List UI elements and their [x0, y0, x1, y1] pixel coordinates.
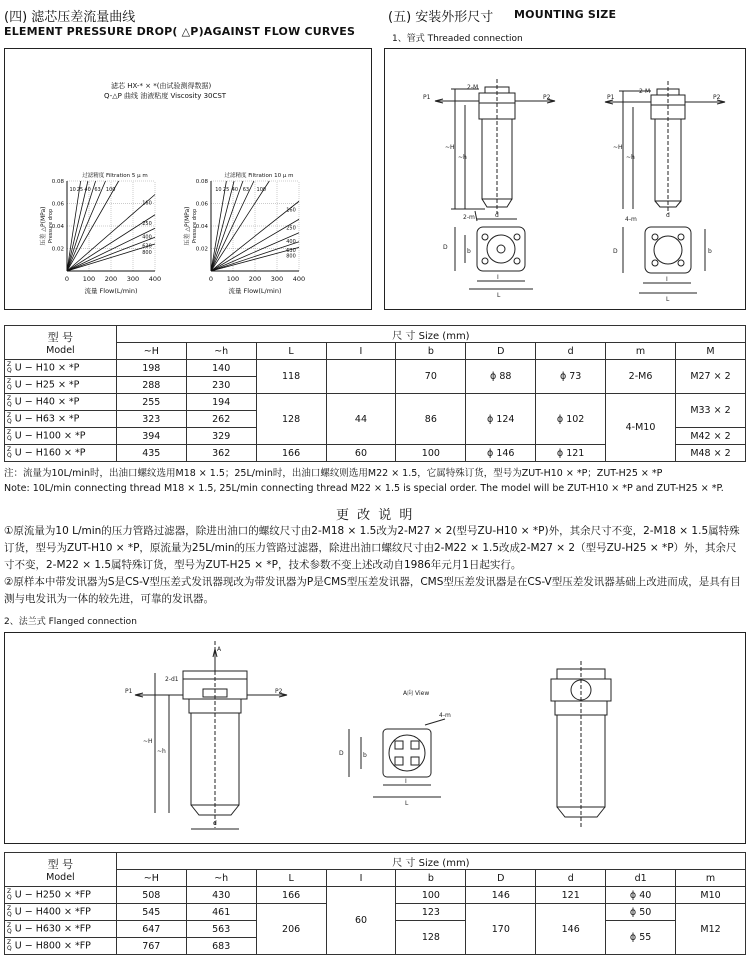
x-axis-label: 流量 Flow(L/min): [228, 287, 282, 295]
table2-col-D: D: [466, 870, 536, 887]
note-en: Note: 10L/min connecting thread M18 × 1.5, 25L/min connecting thread M22 × 1.5 is special order. The model will be ZUT-H10 × *P and ZUT-H25 × *P.: [4, 483, 724, 494]
threaded-bottom-view-1: [455, 227, 533, 289]
series-label-100: 100: [105, 187, 116, 193]
threaded-h-label-2: ~h: [626, 154, 635, 161]
flanged-side-view: [135, 641, 287, 829]
x-tick-label: 200: [248, 275, 262, 283]
y-tick-label: 0.06: [195, 201, 208, 208]
flanged-size-table: [4, 852, 746, 955]
threaded-d-label: d: [495, 212, 499, 219]
flanged-D-label: D: [339, 750, 344, 757]
flanged-b-label: b: [363, 752, 367, 759]
y-tick-label: 0.02: [51, 246, 64, 253]
series-label-160: 160: [286, 207, 296, 214]
y-tick-label: 0.06: [51, 201, 64, 208]
table-row: Z Q U − H63 × *P 323 262: [5, 411, 746, 428]
table-row: Z Q U − H25 × *P 288 230: [5, 377, 746, 394]
y-axis-label-cn: 压差 △P(MPa): [40, 206, 47, 246]
flanged-d-label: d: [213, 820, 217, 827]
table1-col-d: d: [536, 343, 606, 360]
table2-col-H: ~H: [116, 870, 186, 887]
series-label-800: 800: [286, 253, 296, 260]
y-tick-label: 0.02: [195, 246, 208, 253]
flanged-drawing-panel: [4, 632, 746, 844]
threaded-D-label: D: [443, 244, 448, 251]
series-label-250: 250: [286, 225, 296, 232]
threaded-I-label-2: I: [666, 276, 668, 283]
series-label-40: 40: [84, 187, 91, 193]
table-row: Z Q U − H40 × *P 255 194 128 44 86 ϕ 124 ϕ 102 4-M10 M33 × 2: [5, 394, 746, 411]
threaded-side-view-2: [605, 81, 725, 214]
table1-col-m: m: [606, 343, 676, 360]
table1-col-I: I: [326, 343, 396, 360]
table-row: Z Q U − H400 × *FP 545 461 206 123 170 146 ϕ 50 M12: [5, 904, 746, 921]
threaded-L-label: L: [497, 292, 501, 299]
x-tick-label: 400: [292, 275, 306, 283]
y-axis-label-en: Pressure drop: [192, 208, 198, 244]
table2-col-d: d: [536, 870, 606, 887]
series-label-25: 25: [76, 187, 84, 193]
table2-col-d1: d1: [606, 870, 676, 887]
threaded-H-label-2: ~H: [613, 144, 623, 151]
threaded-b-label-2: b: [708, 248, 712, 255]
flanged-A-label: A: [217, 646, 222, 653]
table1-col-L: L: [256, 343, 326, 360]
flanged-4m-label: 4-m: [439, 712, 451, 719]
x-tick-label: 100: [226, 275, 240, 283]
series-label-63: 63: [94, 187, 101, 193]
table-row: Z Q U − H10 × *P 198 140 118 70 ϕ 88 ϕ 73 2-M6 M27 × 2: [5, 360, 746, 377]
series-label-25: 25: [222, 187, 230, 193]
flanged-I-label: I: [405, 778, 407, 785]
series-label-63: 63: [242, 187, 250, 193]
threaded-p1-label: P1: [423, 94, 431, 101]
chart-panel-title-1: 滤芯 HX-* × *(由试验测得数据): [111, 82, 212, 90]
y-axis-label-en: Pressure drop: [48, 208, 54, 244]
flanged-L-label: L: [405, 800, 409, 807]
threaded-L-label-2: L: [666, 296, 670, 303]
series-label-800: 800: [142, 250, 152, 256]
series-label-250: 250: [142, 220, 152, 227]
series-line-25: [67, 181, 91, 271]
table2-col-b: b: [396, 870, 466, 887]
threaded-D-label-2: D: [613, 248, 618, 255]
series-label-630: 630: [142, 243, 152, 250]
threaded-drawing: [385, 49, 745, 309]
flanged-front-view: [551, 661, 611, 828]
flanged-connection-label: 2、法兰式 Flanged connection: [4, 617, 137, 627]
changes-paragraph-2: ②原样本中带发讯器为S是CS-V型压差式发讯器现改为带发讯器为P是CMS型压差发讯器，CMS型压差发讯器是在CS-V型压差发讯器基础上改进而成，是具有目测与电发讯为一体的较先进，可靠的发讯器。: [4, 576, 741, 605]
y-tick-label: 0.08: [51, 179, 64, 185]
series-label-400: 400: [142, 234, 152, 241]
series-label-400: 400: [286, 238, 296, 245]
chart-1: [39, 171, 161, 295]
table-row: Z Q U − H160 × *P 435 362 166 60 100 ϕ 146 ϕ 121 M48 × 2: [5, 445, 746, 462]
series-label-100: 100: [256, 187, 267, 193]
heading-mounting-en: MOUNTING SIZE: [514, 8, 617, 21]
threaded-p2-label: P2: [543, 94, 551, 101]
flanged-p1-label: P1: [125, 688, 133, 695]
threaded-4m-label: 4-m: [625, 216, 637, 223]
threaded-2m-small-label: 2-m: [463, 214, 475, 221]
heading-mounting-cn: (五) 安装外形尺寸: [388, 10, 494, 25]
series-label-40: 40: [231, 187, 239, 193]
threaded-H-label: ~H: [445, 144, 455, 151]
chart-panel-title-2: Q-△P 曲线 油液粘度 Viscosity 30CST: [104, 92, 227, 100]
threaded-connection-label: 1、管式 Threaded connection: [392, 34, 523, 44]
x-tick-label: 100: [82, 275, 96, 283]
y-tick-label: 0.04: [51, 224, 64, 230]
threaded-bottom-view-2: [623, 227, 705, 293]
flanged-a-view-label: A向 View: [403, 690, 430, 697]
flanged-h-label: ~h: [157, 748, 166, 755]
table1-col-M: M: [675, 343, 745, 360]
flanged-2d1-label: 2-d1: [165, 676, 179, 683]
changes-title: 更 改 说 明: [336, 508, 415, 523]
series-label-160: 160: [142, 200, 152, 207]
threaded-drawing-panel: [384, 48, 746, 310]
table2-model-header: 型 号 Model: [5, 853, 117, 887]
x-tick-label: 0: [208, 275, 214, 283]
note-cn: 注：流量为10L/min时，出油口螺纹选用M18 × 1.5；25L/min时，出油口螺纹则选用M22 × 1.5，它属特殊订货，型号为ZUT-H10 × *P；ZUT-H25 × *P: [4, 468, 663, 479]
x-tick-label: 0: [64, 275, 70, 283]
table1-col-D: D: [466, 343, 536, 360]
chart-title: 过滤精度 Filtration 10 μ m: [224, 173, 294, 179]
flanged-drawing: [5, 633, 745, 843]
chart-2: [183, 171, 305, 295]
threaded-2m-label: 2-M: [467, 84, 479, 91]
pressure-drop-charts: [5, 49, 371, 309]
threaded-I-label: I: [497, 274, 499, 281]
y-tick-label: 0.04: [195, 224, 208, 230]
threaded-b-label: b: [467, 248, 471, 255]
table2-col-h: ~h: [186, 870, 256, 887]
x-tick-label: 300: [126, 275, 140, 283]
series-line-25: [211, 181, 234, 271]
threaded-size-table: [4, 325, 746, 462]
threaded-d-label-2: d: [666, 212, 670, 219]
table2-dims-title: 尺 寸 Size (mm): [116, 853, 745, 870]
table1-col-h: ~h: [186, 343, 256, 360]
table2-col-I: I: [326, 870, 396, 887]
table-row: Z Q U − H630 × *FP 647 563 128 ϕ 55: [5, 921, 746, 938]
table-row: Z Q U − H100 × *P 394 329 M42 × 2: [5, 428, 746, 445]
table1-col-b: b: [396, 343, 466, 360]
table-row: Z Q U − H250 × *FP 508 430 166 60 100 146 121 ϕ 40 M10: [5, 887, 746, 904]
changes-paragraph-1: ①原流量为10 L/min的压力管路过滤器，除进出油口的螺纹尺寸由2-M18 × 1.5改为2-M27 × 2(型号ZU-H10 × *P)外，其余尺寸不变，2-M18 × 1.5属特殊订货，型号为ZUT-H10 × *P，原流量为25L/min的压力管路过滤器，除进出油口螺纹尺寸由2-M22 × 1.5改成2-M27 × 2（型号ZU-H25 × *P）外，其余尺寸不变，2-M22 × 1.5属特殊订货，型号为ZUT-H25 × *P，技术参数不变上述改动自1986年元月1日起实行。: [4, 525, 740, 571]
threaded-h-label: ~h: [458, 154, 467, 161]
heading-pressure-drop-cn: (四) 滤芯压差流量曲线: [4, 10, 136, 25]
table1-model-header: 型 号 Model: [5, 326, 117, 360]
table1-dims-title: 尺 寸 Size (mm): [116, 326, 745, 343]
table2-col-L: L: [256, 870, 326, 887]
chart-panel: [4, 48, 372, 310]
table1-col-H: ~H: [116, 343, 186, 360]
table-row: Z Q U − H800 × *FP 767 683: [5, 938, 746, 955]
heading-pressure-drop-en: ELEMENT PRESSURE DROP( △P)AGAINST FLOW CURVES: [4, 25, 356, 38]
x-axis-label: 流量 Flow(L/min): [84, 287, 138, 295]
series-label-10: 10: [69, 187, 76, 193]
x-tick-label: 300: [270, 275, 284, 283]
y-tick-label: 0.08: [195, 179, 208, 185]
threaded-2m-label-2: 2-M: [639, 88, 651, 95]
series-label-10: 10: [215, 187, 222, 193]
threaded-p1-label-2: P1: [607, 94, 615, 101]
threaded-p2-label-2: P2: [713, 94, 721, 101]
x-tick-label: 200: [104, 275, 118, 283]
y-axis-label-cn: 压差 △P(MPa): [184, 206, 191, 246]
x-tick-label: 400: [148, 275, 162, 283]
flanged-H-label: ~H: [143, 738, 153, 745]
table2-col-m: m: [676, 870, 746, 887]
series-label-630: 630: [286, 247, 296, 254]
flanged-p2-label: P2: [275, 688, 283, 695]
chart-title: 过滤精度 Filtration 5 μ m: [82, 173, 148, 179]
